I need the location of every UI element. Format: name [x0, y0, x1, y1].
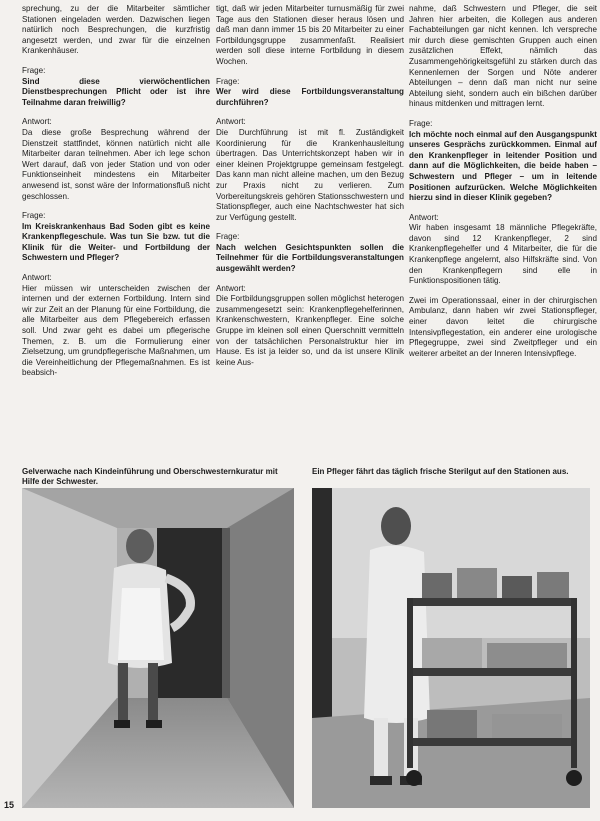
photo-nurse-corridor — [22, 488, 294, 808]
answer-label: Antwort: — [22, 273, 52, 283]
answer-text: Wir haben insgesamt 18 männliche Pflegekräfte, davon sind 12 Krankenpfleger, 2 sind Krankenpflegehelfer und 4 Mitarbeiter, die für die Krankenpflege angelernt, also Hilfskräfte sind. Von den Krankenpflegern sind elle in Funktionspositionen tätig. — [409, 223, 597, 286]
answer-label: Antwort: — [216, 117, 246, 127]
question-block — [22, 211, 210, 264]
question-block — [22, 66, 210, 108]
question-text: Wer wird diese Fortbildungsveranstaltung durchführen? — [216, 87, 404, 107]
photo-nurse-trolley — [312, 488, 590, 808]
answer-block — [22, 273, 210, 379]
text-column-3 — [409, 4, 597, 368]
question-label: Frage: — [216, 76, 240, 86]
paragraph: Zwei im Operationssaal, einer in der chirurgischen Ambulanz, dann haben wir zwei Stationspfleger, einer davon leitet die chirurgische Intensivpflegestation, ein anderer eine urologische Pflegegruppe, zwei sind Zweitpfleger und ein weiterer arbeitet an der Inneren Intensivpflege. — [409, 295, 597, 358]
answer-text: Die Durchführung ist mit fl. Zuständigkeit Koordinierung für die Krankenhausleitung übertragen. Das Unterrichtskonzept haben wir in einer kleinen Projektgruppe gemeinsam festgelegt. Das kann man nicht alleine machen, um den Bezug zur Praxis nicht zu verlieren. Zum Vorbereitungskreis gehören Stationsschwestern und Stationspfleger, auch eine Nachtschwester hat sich zur Verfügung gestellt. — [216, 127, 404, 222]
question-text: Ich möchte noch einmal auf den Ausgangspunkt unseres Gesprächs zurückkommen. Einmal auf den Krankenpfleger in leitender Position und dann auf die Möglichkeiten, die beide haben – Schwestern und Pfleger – um in leitende Positionen aufzurücken. Welche Möglichkeiten hierzu sind in dieser Klinik gegeben? — [409, 129, 597, 203]
photo-nurse-corridor-image — [22, 488, 294, 808]
question-block — [216, 77, 404, 109]
paragraph: tigt, daß wir jeden Mitarbeiter turnusmäßig für zwei Tage aus den Stationen dieser heraus lösen und daß man dann immer 15 bis 20 Mitarbeiter zu einer Fortbildungsgruppe zusammenfaßt. Realisiert werden soll diese interne Fortbildung in diesem Wochen. — [216, 4, 404, 66]
text-column-2 — [216, 4, 404, 377]
question-text: Im Kreiskrankenhaus Bad Soden gibt es keine Krankenpflegeschule. Was tun Sie bzw. tut die Klinik für die Weiter- und Fortbildung der Schwestern und Pfleger? — [22, 221, 210, 263]
question-label: Frage: — [22, 211, 46, 221]
text-column-1 — [22, 4, 210, 388]
question-block — [216, 232, 404, 274]
answer-block — [409, 213, 597, 287]
page-number: 15 — [4, 800, 15, 810]
answer-block — [22, 117, 210, 202]
answer-text: Hier müssen wir unterscheiden zwischen der internen und der externen Fortbildung. Intern sind wir zur Zeit an der Planung für eine Fortbildung, die alle Mitarbeiter aus dem Pflegebereich erfassen soll. Und zwar geht es dabei um pflegerische Themen, z. B. um die Formulierung einer Zielsetzung, um grundpflegerische Maßnahmen, um die Vereinheitlichung der Pflegemaßnahmen. Es ist beabsich- — [22, 283, 210, 378]
answer-label: Antwort: — [22, 117, 52, 127]
question-label: Frage: — [216, 232, 240, 242]
photo-caption-right: Ein Pfleger fährt das täglich frische Sterilgut auf den Stationen aus. — [312, 467, 569, 476]
paragraph: sprechung, zu der die Mitarbeiter sämtlicher Stationen eingeladen werden. Dazwischen liegen natürlich noch Besprechungen, die kurzfristig angesetzt werden, und zwar für die einzelnen Krankenhäuser. — [22, 4, 210, 56]
photo-caption-left: Gelverwache nach Kindeinführung und Oberschwesternkuratur mit Hilfe der Schwester. — [22, 467, 278, 486]
answer-text: Da diese große Besprechung während der Dienstzeit stattfindet, können natürlich nicht alle Mitarbeiter daran teilnehmen. Aber ich lege schon Wert darauf, daß von jeder Station und von oder Funktionseinheit mindestens ein Mitarbeiter anwesend ist, sonst wäre der Informationsfluß nicht geschlossen. — [22, 127, 210, 201]
question-label: Frage: — [22, 65, 46, 75]
photo-nurse-trolley-image — [312, 488, 590, 808]
paragraph: nahme, daß Schwestern und Pfleger, die seit Jahren hier arbeiten, die Kollegen aus anderen Fachabteilungen gar nicht kennen. Ich verspreche mir durch diese gemischten Gruppen auch einen zusätzlichen Effekt, nämlich das Zusammengehörigkeitsgefühl zu stärken durch das Kennenlernen der Sorgen und Nöte anderer Abteilungen – denn daß man nicht nur seine Abteilung sieht, sondern auch ein bißchen darüber hinaus mitdenken und mittragen lernt. — [409, 4, 597, 109]
question-block — [409, 119, 597, 204]
answer-text: Die Fortbildungsgruppen sollen möglichst heterogen zusammengesetzt sein: Krankenpflegehelferinnen, Krankenschwestern, Krankenpfleger. Eine solche Gruppe im kleinen soll einen Querschnitt vermitteln von der tatsächlichen Personalstruktur hier im Hause. Es ist ja leider so, und da ist unsere Klinik keine Aus- — [216, 294, 404, 367]
question-text: Sind diese vierwöchentlichen Dienstbesprechungen Pflicht oder ist ihre Teilnahme daran freiwillig? — [22, 76, 210, 107]
question-label: Frage: — [409, 118, 433, 128]
answer-block — [216, 284, 404, 369]
answer-block — [216, 117, 404, 223]
question-text: Nach welchen Gesichtspunkten sollen die Teilnehmer für die Fortbildungsveranstaltungen ausgewählt werden? — [216, 242, 404, 274]
answer-label: Antwort: — [216, 283, 246, 293]
answer-label: Antwort: — [409, 212, 439, 222]
